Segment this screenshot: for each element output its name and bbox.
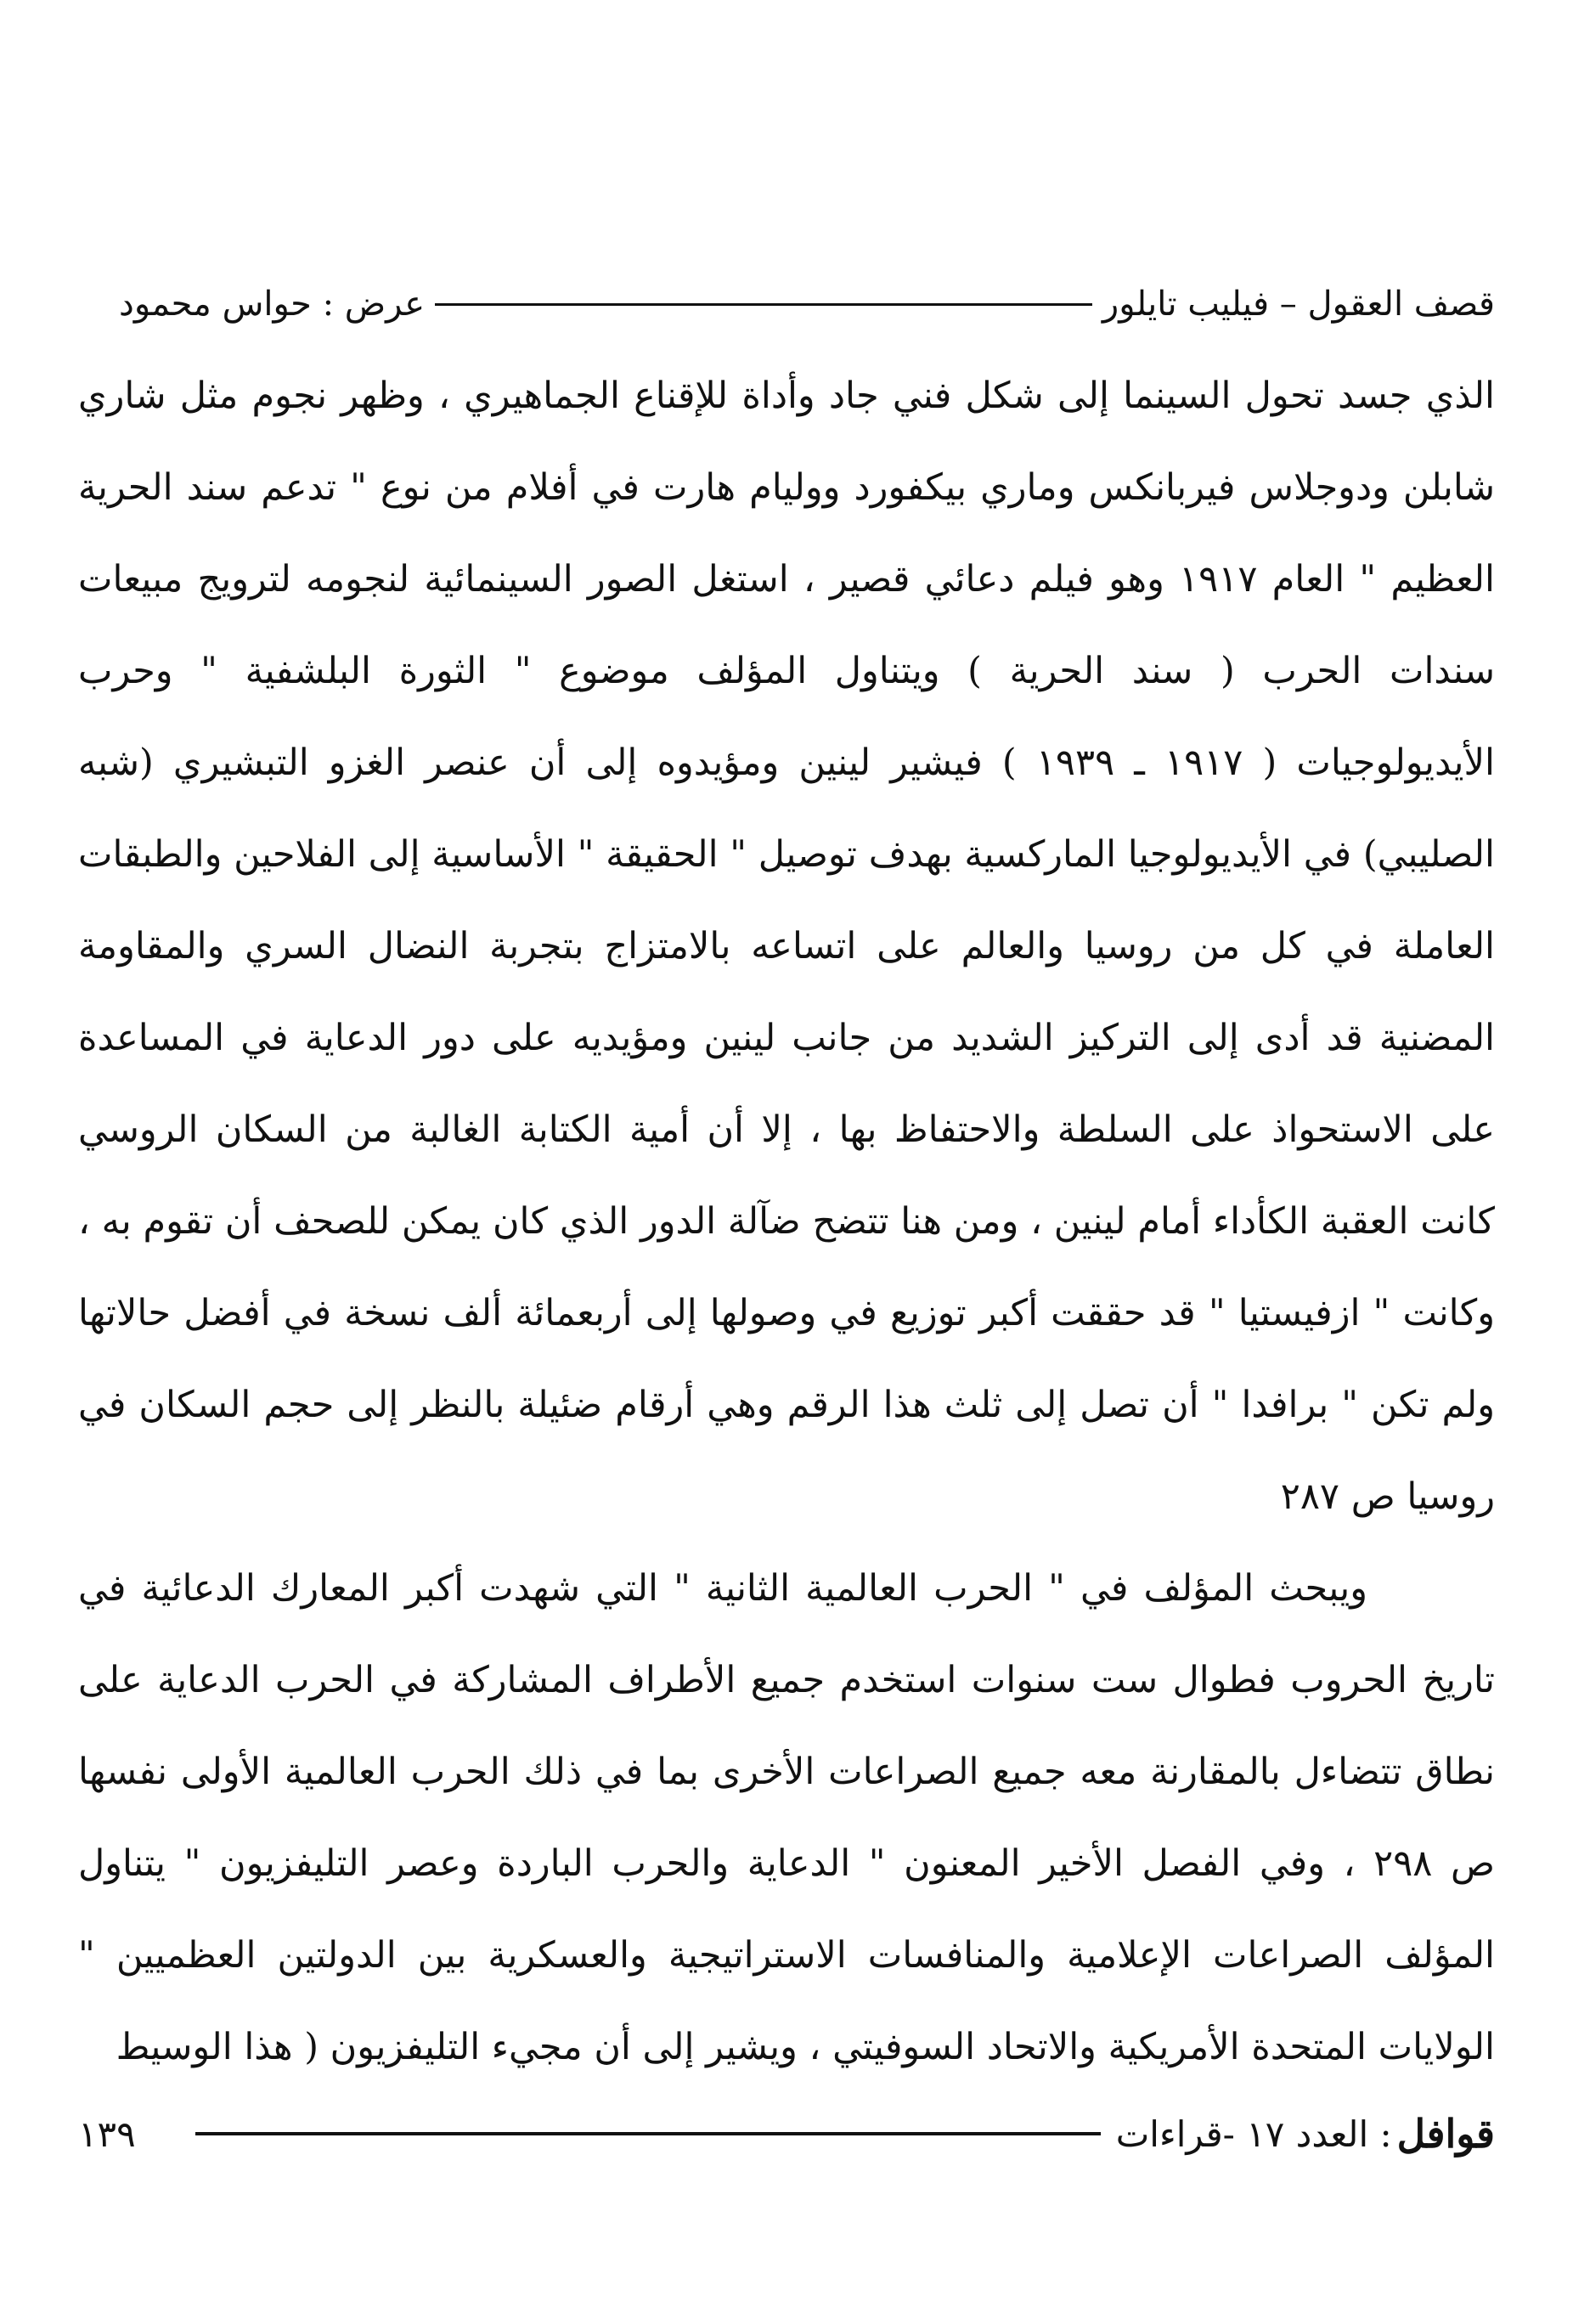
header-title: قصف العقول – فيليب تايلور (1102, 285, 1495, 324)
paragraph-2: ويبحث المؤلف في " الحرب العالمية الثانية " التي شهدت أكبر المعارك الدعائية في تاريخ الحروب فطوال ست سنوات استخدم جميع الأطراف المشاركة في الحرب الدعاية على نطاق تتضاءل بالمقارنة معه جميع الصراعات الأخرى بما في ذلك الحرب العالمية الأولى نفسها ص ٢٩٨ ، وفي الفصل الأخير المعنون " الدعاية والحرب الباردة وعصر التليفزيون " يتناول المؤلف الصراعات الإعلامية والمنافسات الاستراتيجية والعسكرية بين الدولتين العظميين " الولايات المتحدة الأمريكية والاتحاد السوفيتي ، ويشير إلى أن مجيء التليفزيون ( هذا الوسيط (78, 1567, 1496, 2068)
running-header (119, 279, 1495, 330)
paragraph-1: الذي جسد تحول السينما إلى شكل فني جاد وأداة للإقناع الجماهيري ، وظهر نجوم مثل شاري شابلن ودوجلاس فيربانكس وماري بيكفورد ووليام هارت في أفلام من نوع " تدعم سند الحرية العظيم " العام ١٩١٧ وهو فيلم دعائي قصير ، استغل الصور السينمائية لنجومه لترويج مبيعات سندات الحرب ( سند الحرية ) ويتناول المؤلف موضوع " الثورة البلشفية " وحرب الأيديولوجيات ( ١٩١٧ ـ ١٩٣٩ ) فيشير لينين ومؤيدوه إلى أن عنصر الغزو التبشيري (شبه الصليبي) في الأيديولوجيا الماركسية بهدف توصيل " الحقيقة " الأساسية إلى الفلاحين والطبقات العاملة في كل من روسيا والعالم على اتساعه بالامتزاج بتجربة النضال السري والمقاومة المضنية قد أدى إلى التركيز الشديد من جانب لينين ومؤيديه على دور الدعاية في المساعدة على الاستحواذ على السلطة والاحتفاظ بها ، إلا أن أمية الكتابة الغالبة من السكان الروسي كانت العقبة الكأداء أمام لينين ، ومن هنا تتضح ضآلة الدور الذي كان يمكن للصحف أن تقوم به ، وكانت " ازفيستيا " قد حققت أكبر توزيع في وصولها إلى أربعمائة ألف نسخة في أفضل حالاتها ولم تكن " برافدا " أن تصل إلى ثلث هذا الرقم وهي أرقام ضئيلة بالنظر إلى حجم السكان في روسيا ص ٢٨٧ (78, 375, 1495, 1518)
issue-label: : العدد ١٧ -قراءات (1115, 2112, 1392, 2155)
header-reviewer: عرض : حواس محمود (119, 285, 426, 324)
header-rule (435, 303, 1092, 306)
journal-name: قوافل (1396, 2111, 1495, 2157)
page-footer (78, 2100, 1495, 2168)
page-number: ١٣٩ (78, 2112, 136, 2155)
footer-rule (195, 2132, 1101, 2135)
body-text (78, 350, 1495, 2093)
